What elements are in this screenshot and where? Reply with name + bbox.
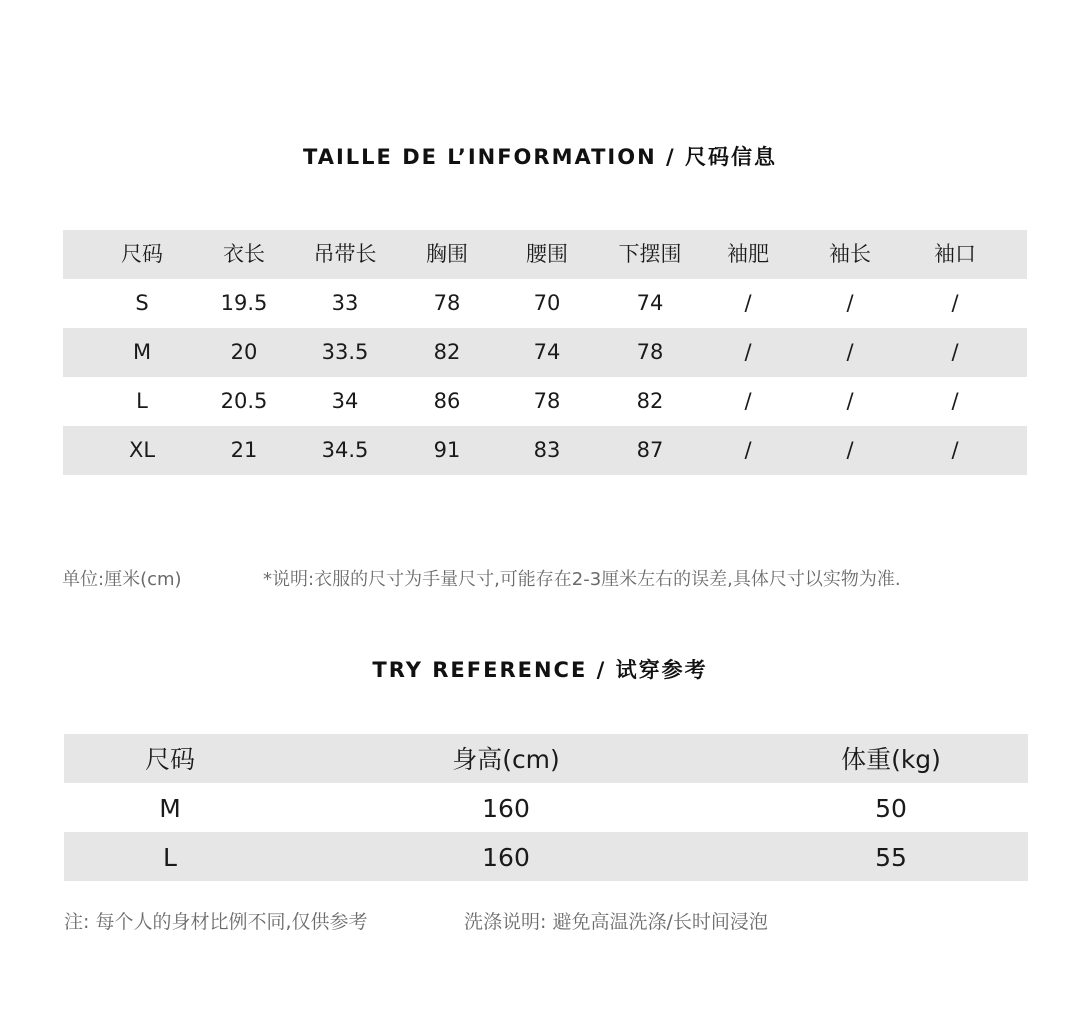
washing-instructions-note: 洗涤说明: 避免高温洗涤/长时间浸泡 [464, 911, 768, 933]
try-table-row-cell: M [159, 794, 181, 823]
size-table-row-cell: 78 [533, 389, 561, 413]
try-table-row-cell: 160 [482, 843, 530, 872]
size-table-row-cell: 87 [636, 438, 664, 462]
size-table-row-cell: 20 [230, 340, 258, 364]
size-table-row-cell: / [846, 389, 854, 413]
size-table-row-cell: 20.5 [220, 389, 268, 413]
body-proportion-note: 注: 每个人的身材比例不同,仅供参考 [64, 911, 368, 933]
size-table-row-cell: / [951, 340, 959, 364]
size-table-header-cell: 腰围 [526, 242, 568, 266]
size-table-header-cell: 胸围 [426, 242, 468, 266]
size-table-row-cell: / [744, 438, 752, 462]
size-table-row-cell: 19.5 [220, 291, 268, 315]
try-table-header-cell: 身高(cm) [452, 745, 560, 774]
size-table-row-cell: / [846, 340, 854, 364]
try-reference-table [64, 734, 1028, 881]
size-table-row-cell: / [744, 291, 752, 315]
size-table-row [63, 377, 1027, 426]
size-table-row-cell: 82 [636, 389, 664, 413]
size-table-row-cell: 34 [331, 389, 359, 413]
size-table-row-cell: / [951, 389, 959, 413]
unit-note: 单位:厘米(cm) [62, 569, 182, 590]
size-table [63, 230, 1027, 475]
size-info-title: TAILLE DE L’INFORMATION / 尺码信息 [303, 145, 777, 169]
size-table-header [63, 230, 1027, 279]
size-table-row-cell: XL [128, 438, 156, 462]
size-table-row-cell: 74 [636, 291, 664, 315]
try-reference-title: TRY REFERENCE / 试穿参考 [372, 658, 708, 682]
size-table-row-cell: / [744, 340, 752, 364]
size-table-row-cell: 33 [331, 291, 359, 315]
size-table-row [63, 279, 1027, 328]
size-table-row-cell: / [951, 291, 959, 315]
size-table-row-cell: 34.5 [321, 438, 369, 462]
size-table-row-cell: S [135, 291, 149, 315]
try-table-row [64, 783, 1028, 832]
size-table-header-cell: 吊带长 [313, 242, 377, 266]
try-table-header [64, 734, 1028, 783]
size-table-row-cell: / [846, 291, 854, 315]
size-table-row [63, 328, 1027, 377]
size-table-row-cell: L [136, 389, 148, 413]
size-table-row-cell: 74 [533, 340, 561, 364]
try-table-row-cell: 55 [875, 843, 907, 872]
size-table-row-cell: / [744, 389, 752, 413]
size-table-header-cell: 衣长 [223, 242, 265, 266]
measurement-description-note: *说明:衣服的尺寸为手量尺寸,可能存在2-3厘米左右的误差,具体尺寸以实物为准. [263, 569, 901, 590]
size-table-row-cell: 86 [433, 389, 461, 413]
size-table-row-cell: 78 [636, 340, 664, 364]
size-table-row-cell: 70 [533, 291, 561, 315]
try-table-row-cell: 50 [875, 794, 907, 823]
size-table-row-cell: M [132, 340, 152, 364]
size-table-row-cell: / [846, 438, 854, 462]
size-table-row-cell: / [951, 438, 959, 462]
size-table-row [63, 426, 1027, 475]
try-table-row-cell: L [163, 843, 177, 872]
size-table-row-cell: 83 [533, 438, 561, 462]
size-table-header-cell: 袖长 [829, 242, 871, 266]
try-table-row [64, 832, 1028, 881]
size-table-row-cell: 21 [230, 438, 258, 462]
size-table-row-cell: 33.5 [321, 340, 369, 364]
try-table-header-cell: 尺码 [144, 745, 195, 774]
size-table-row-cell: 82 [433, 340, 461, 364]
size-table-header-cell: 袖口 [934, 242, 976, 266]
size-table-row-cell: 91 [433, 438, 461, 462]
size-table-header-cell: 尺码 [121, 242, 163, 266]
size-table-row-cell: 78 [433, 291, 461, 315]
try-table-row-cell: 160 [482, 794, 530, 823]
try-table-header-cell: 体重(kg) [841, 745, 941, 774]
size-table-header-cell: 下摆围 [618, 242, 682, 266]
size-table-header-cell: 袖肥 [727, 242, 769, 266]
